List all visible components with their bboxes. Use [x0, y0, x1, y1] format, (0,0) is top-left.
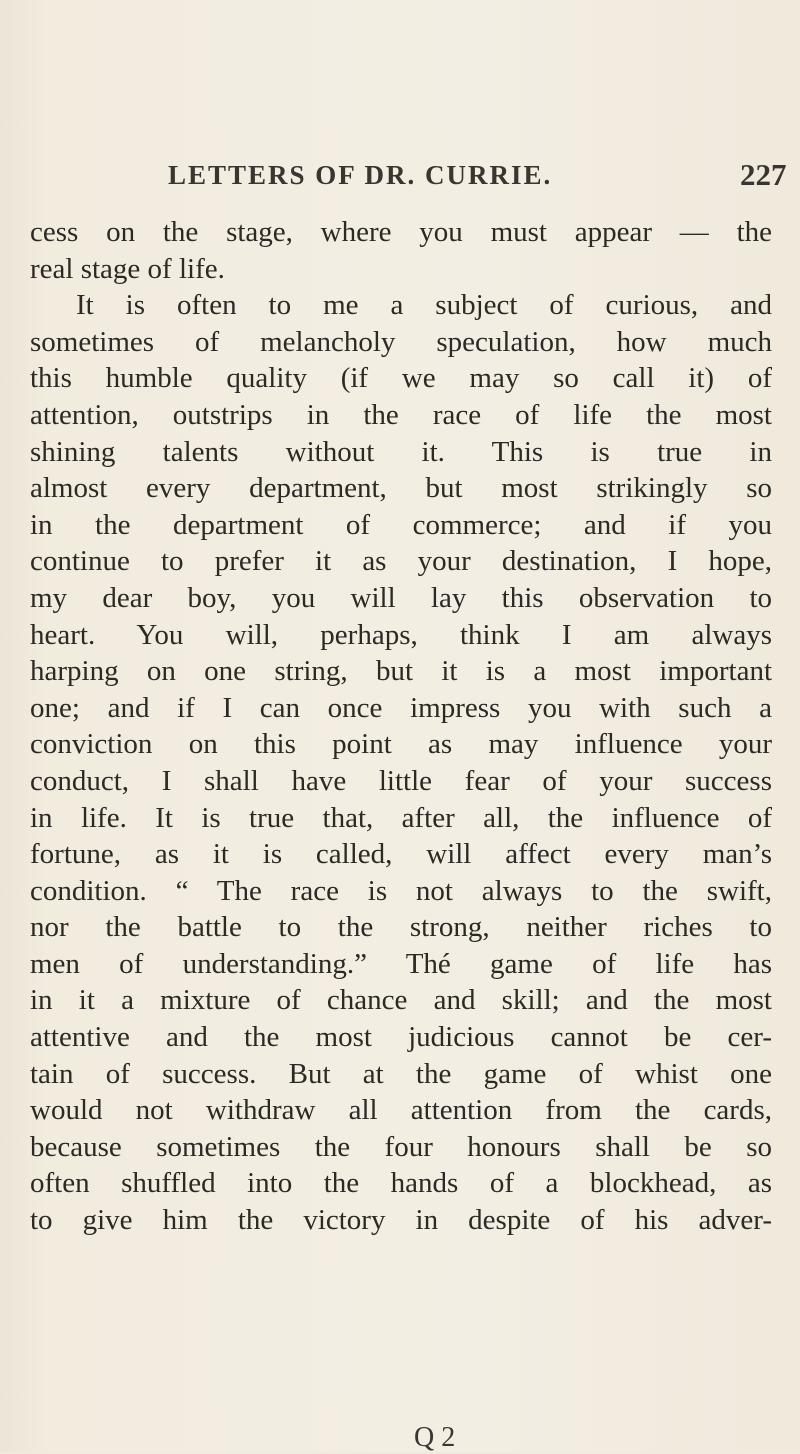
body-text — [30, 214, 772, 1239]
text-line: conduct, I shall have little fear of your success — [30, 764, 772, 797]
text-line: attention, outstrips in the race of life the most — [30, 398, 772, 431]
text-line: to give him the victory in despite of his adver- — [30, 1204, 772, 1237]
text-line: fortune, as it is called, will affect every man’s — [30, 838, 772, 871]
text-line: because sometimes the four honours shall be so — [30, 1130, 772, 1163]
text-line: men of understanding.” Thé game of life has — [30, 947, 772, 980]
signature-mark: Q 2 — [414, 1422, 456, 1453]
text-line: cess on the stage, where you must appear — the — [30, 216, 772, 248]
text-line: It is often to me a subject of curious, and — [76, 289, 772, 322]
text-line: continue to prefer it as your destination, I hope, — [30, 545, 772, 578]
text-line: conviction on this point as may influence your — [30, 728, 772, 761]
text-line: shining talents without it. This is true in — [30, 435, 772, 468]
text-line: condition. “ The race is not always to the swift, — [30, 874, 772, 907]
text-line: real stage of life. — [30, 252, 225, 285]
text-line: my dear boy, you will lay this observation to — [30, 581, 772, 614]
text-line: nor the battle to the strong, neither riches to — [30, 911, 772, 944]
running-head — [0, 157, 800, 200]
text-line: harping on one string, but it is a most important — [30, 655, 772, 688]
text-line: would not withdraw all attention from the cards, — [30, 1094, 772, 1127]
text-line: in life. It is true that, after all, the influence of — [30, 801, 772, 834]
page-number: 227 — [740, 157, 787, 192]
text-line: heart. You will, perhaps, think I am always — [30, 618, 772, 651]
text-line: sometimes of melancholy speculation, how much — [30, 325, 772, 358]
text-line: in the department of commerce; and if you — [30, 508, 772, 541]
text-line: attentive and the most judicious cannot be cer- — [30, 1021, 772, 1054]
text-line: almost every department, but most strikingly so — [30, 472, 772, 505]
text-line: often shuffled into the hands of a blockhead, as — [30, 1167, 772, 1200]
running-title: LETTERS OF DR. CURRIE. — [168, 160, 553, 190]
text-line: tain of success. But at the game of whist one — [30, 1057, 772, 1090]
text-line: in it a mixture of chance and skill; and the most — [30, 984, 772, 1017]
text-line: one; and if I can once impress you with such a — [30, 691, 772, 724]
text-line: this humble quality (if we may so call it) of — [30, 362, 772, 395]
